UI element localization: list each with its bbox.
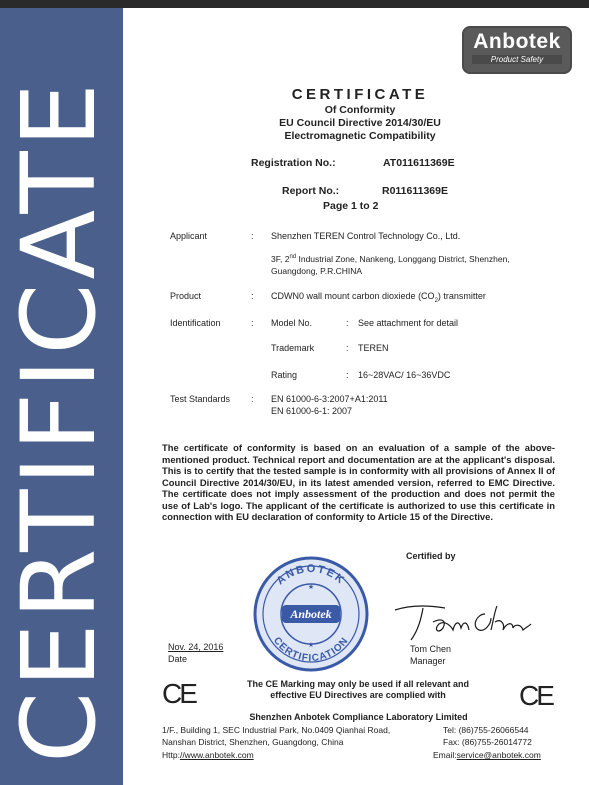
lab-address-line-1: 1/F., Building 1, SEC Industrial Park, No.0409 Qianhai Road, (162, 725, 391, 735)
certificate-date: Nov. 24, 2016 (168, 642, 224, 652)
ce-mark-left: CE (162, 678, 195, 709)
model-colon: : (346, 318, 349, 328)
trademark-value: TEREN (358, 343, 389, 353)
lab-website: Http://www.anbotek.com (162, 750, 254, 760)
conformity-statement: The certificate of conformity is based on an evaluation of a sample of the above-mentioned product. Technical report and documentation are at the applicant's disposal. This is to certify that the tested sample is in conformity with all provisions of Annex II of Council Directive 2014/30/EU, in its latest amended version, referred to EMC Directive. The certificate does not imply assessment of the production and does not permit the use of Lab's logo. The applicant of the certificate is authorized to use this certificate in connection with EU declaration of conformity to Article 15 of the Directive. (162, 442, 555, 522)
lab-name: Shenzhen Anbotek Compliance Laboratory Limited (249, 712, 468, 722)
standard-line-2: EN 61000-6-1: 2007 (271, 406, 353, 416)
applicant-address-line-1: 3F, 2nd Industrial Zone, Nankeng, Longgang District, Shenzhen, (271, 254, 510, 264)
product-label: Product (170, 291, 202, 301)
lab-email: Email:service@anbotek.com (433, 750, 541, 760)
website-link[interactable]: //www.anbotek.com (179, 750, 254, 760)
ce-note-line-2: effective EU Directives are complied with (270, 690, 446, 700)
signatory-title: Manager (410, 656, 446, 666)
ce-mark-right: CE (519, 680, 552, 711)
rating-label: Rating (271, 370, 298, 380)
date-label: Date (168, 654, 188, 664)
applicant-colon: : (251, 231, 254, 241)
stamp-bottom-text: CERTIFICATION (270, 635, 352, 665)
email-link[interactable]: service@anbotek.com (456, 750, 541, 760)
product-colon: : (251, 291, 254, 301)
applicant-address-line-2: Guangdong, P.R.CHINA (271, 266, 363, 276)
rating-colon: : (346, 370, 349, 380)
identification-label: Identification (170, 318, 221, 328)
model-value: See attachment for detail (358, 318, 459, 328)
lab-telephone: Tel: (86)755-26066544 (443, 725, 529, 735)
report-number: R011611369E (382, 185, 448, 197)
stamp-star-top: ★ (307, 584, 315, 591)
standards-colon: : (251, 394, 254, 404)
registration-label: Registration No.: (251, 157, 336, 169)
page-info: Page 1 to 2 (323, 200, 379, 212)
lab-address-line-2: Nanshan District, Shenzhen, Guangdong, China (162, 737, 344, 747)
top-bar (0, 0, 589, 8)
applicant-label: Applicant (170, 231, 208, 241)
product-value: CDWN0 wall mount carbon dioxiede $(CO_2)$ transmitter (271, 291, 486, 304)
header-line-3: Electromagnetic Compatibility (284, 130, 436, 142)
stamp-center-text: Anbotek (290, 607, 332, 621)
header-line-1: Of Conformity (324, 104, 396, 116)
signatory-name: Tom Chen (410, 644, 452, 654)
standards-label: Test Standards (170, 394, 231, 404)
logo-name: Anbotek (473, 30, 561, 53)
certificate-side-banner (0, 8, 123, 785)
certificate-title: CERTIFICATE (291, 86, 429, 103)
registration-number: AT011611369E (383, 157, 455, 169)
lab-fax: Fax: (86)755-26014772 (443, 737, 532, 747)
standard-line-1: EN 61000-6-3:2007+A1:2011 (271, 394, 388, 404)
signature-image (393, 600, 533, 645)
model-label: Model No. (271, 318, 313, 328)
certification-stamp (252, 555, 370, 673)
logo-tagline: Product Safety (472, 55, 562, 64)
stamp-star-bottom: ★ (307, 642, 315, 649)
ce-note-line-1: The CE Marking may only be used if all relevant and (246, 679, 470, 689)
anbotek-logo (462, 26, 572, 74)
trademark-colon: : (346, 343, 349, 353)
rating-value: 16~28VAC/ 16~36VDC (358, 370, 451, 380)
report-label: Report No.: (282, 185, 340, 197)
identification-colon: : (251, 318, 254, 328)
trademark-label: Trademark (271, 343, 315, 353)
side-banner-text: CERTIFICATE (0, 78, 119, 763)
header-line-2: EU Council Directive 2014/30/EU (279, 117, 441, 129)
applicant-name: Shenzhen TEREN Control Technology Co., Ltd. (271, 231, 461, 241)
stamp-top-text: ANBOTEK (274, 562, 348, 588)
certified-by-label: Certified by (406, 551, 456, 561)
